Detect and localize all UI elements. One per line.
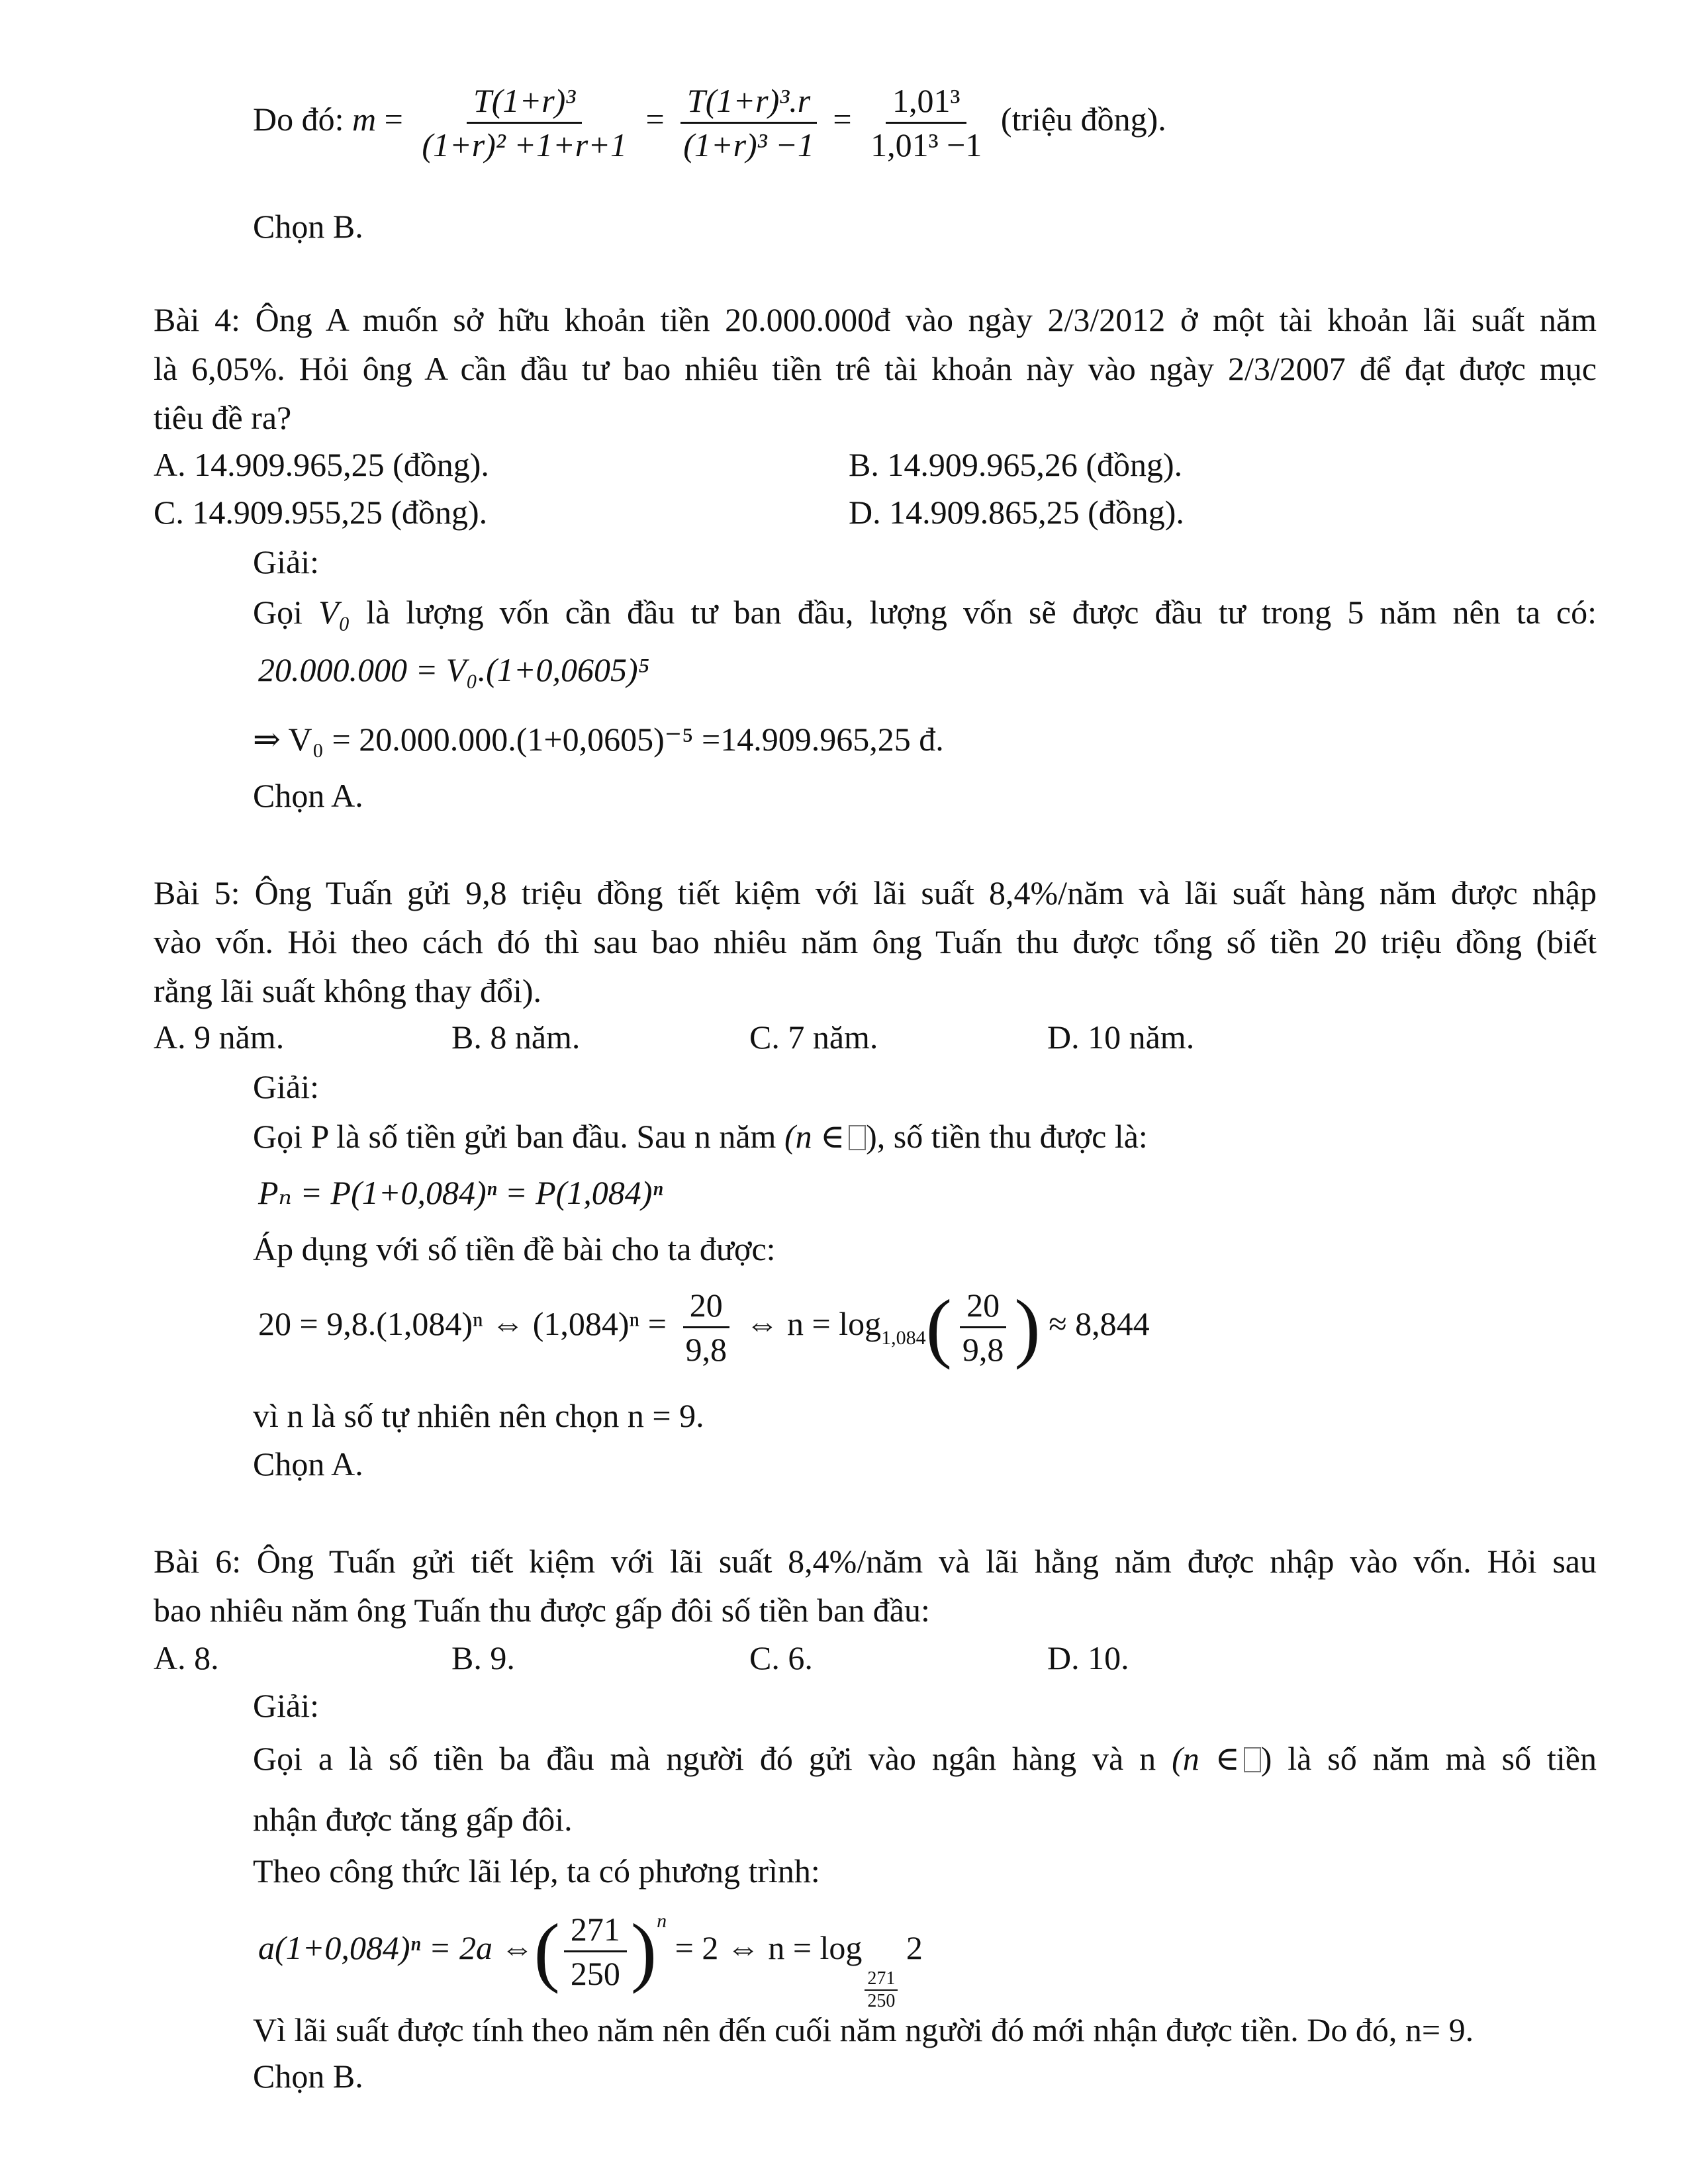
bai6-solution-line-4: Vì lãi suất được tính theo năm nên đến cuối năm người đó mới nhận được tiền. Do đó, n= 9. — [253, 2011, 1474, 2048]
text: = 2 ⇔ n = log — [675, 1929, 863, 1966]
bai3-conclusion-formula — [253, 73, 1166, 166]
bai5-answer: Chọn A. — [253, 1445, 363, 1482]
bai4-solution-line-1 — [253, 588, 1597, 637]
bai4-equation-1: 20.000.000 = V₀.(1+0,0605)⁵ — [258, 651, 650, 688]
bai4-question-line-3: tiêu đề ra? — [154, 399, 292, 436]
bai4-option-d: D. 14.909.865,25 (đồng). — [849, 494, 1184, 531]
text: Gọi P là số tiền gửi ban đầu. Sau n năm — [253, 1118, 776, 1155]
left-paren: ( — [925, 1283, 952, 1371]
bai6-solution-heading: Giải: — [253, 1687, 319, 1724]
bai5-solution-line-2: Áp dụng với số tiền đề bài cho ta được: — [253, 1230, 776, 1267]
bai4-solution-heading: Giải: — [253, 543, 319, 580]
numerator: 271 — [865, 1968, 898, 1991]
bai6-solution-line-3: Theo công thức lãi lép, ta có phương trình: — [253, 1852, 820, 1889]
bai5-question-line-1: Bài 5: Ông Tuấn gửi 9,8 triệu đồng tiết kiệm với lãi suất 8,4%/năm và lãi suất hàng năm được nhập — [154, 874, 1597, 911]
bai5-equation-1: Pₙ = P(1+0,084)ⁿ = P(1,084)ⁿ — [258, 1174, 663, 1211]
denominator: 250 — [867, 1991, 896, 2011]
text: ⇔ n = log — [745, 1305, 882, 1342]
bai6-question-line-1: Bài 6: Ông Tuấn gửi tiết kiệm với lãi suất 8,4%/năm và lãi hằng năm được nhập vào vốn. Hỏi sau — [154, 1543, 1597, 1580]
fraction-2-numerator: T(1+r)³.r — [680, 79, 817, 124]
bai5-equation-2 — [258, 1274, 1150, 1373]
bai6-solution-line-1 — [253, 1734, 1597, 1783]
text: là lượng vốn cần đầu tư ban đầu, lượng vốn sẽ được đầu tư trong 5 năm nên ta có: — [366, 594, 1597, 631]
var-v0: V₀ — [318, 594, 350, 631]
var-m: m — [352, 101, 377, 138]
text: ), số tiền thu được là: — [866, 1118, 1148, 1155]
log-base: 1,084 — [881, 1327, 926, 1349]
fraction-1-denominator: (1+r)² +1+r+1 — [422, 126, 627, 164]
text: 20 = 9,8.(1,084)ⁿ ⇔ (1,084)ⁿ = — [258, 1305, 667, 1342]
bai5-option-c: C. 7 năm. — [749, 1019, 878, 1056]
fraction-2-denominator: (1+r)³ −1 — [683, 126, 814, 164]
bai4-question-line-1: Bài 4: Ông A muốn sở hữu khoản tiền 20.000.000đ vào ngày 2/3/2012 ở một tài khoản lãi suất năm — [154, 301, 1597, 338]
bai6-option-b: B. 9. — [451, 1639, 515, 1676]
fraction-2 — [677, 79, 821, 166]
numerator: 271 — [564, 1908, 627, 1952]
bai4-option-b: B. 14.909.965,26 (đồng). — [849, 446, 1183, 483]
text: ) là số năm mà số tiền — [1260, 1740, 1597, 1777]
bai5-option-b: B. 8 năm. — [451, 1019, 581, 1056]
bai5-solution-line-3: vì n là số tự nhiên nên chọn n = 9. — [253, 1397, 704, 1434]
text: 2 — [906, 1929, 923, 1966]
text: ≈ 8,844 — [1049, 1305, 1150, 1342]
equals: = — [833, 101, 852, 138]
bai4-question-line-2: là 6,05%. Hỏi ông A cần đầu tư bao nhiêu tiền trê tài khoản này vào ngày 2/3/2007 để đạt được mục — [154, 350, 1597, 387]
bai5-solution-heading: Giải: — [253, 1068, 319, 1105]
equals: = — [384, 101, 403, 138]
do-do-label: Do đó: — [253, 101, 344, 138]
bai5-option-a: A. 9 năm. — [154, 1019, 285, 1056]
bai6-equation — [258, 1898, 923, 2012]
right-paren: ) — [630, 1907, 657, 1995]
denominator: 9,8 — [962, 1331, 1004, 1369]
bai5-question-line-2: vào vốn. Hỏi theo cách đó thì sau bao nhiêu năm ông Tuấn thu được tổng số tiền 20 triệu đồng (biết — [154, 923, 1597, 960]
numerator: 20 — [683, 1284, 729, 1328]
bai3-answer: Chọn B. — [253, 208, 363, 245]
fraction-1-numerator: T(1+r)³ — [467, 79, 582, 124]
exponent: n — [657, 1910, 667, 1932]
fraction-20-over-9.8 — [679, 1284, 734, 1371]
bai4-option-c: C. 14.909.955,25 (đồng). — [154, 494, 488, 531]
numerator: 20 — [960, 1284, 1006, 1328]
text: a(1+0,084)ⁿ = 2a ⇔ — [258, 1929, 534, 1966]
fraction-20-over-9.8 — [956, 1284, 1011, 1371]
bai4-answer: Chọn A. — [253, 777, 363, 814]
denominator: 250 — [570, 1955, 620, 1993]
denominator: 9,8 — [685, 1331, 727, 1369]
bai6-answer: Chọn B. — [253, 2058, 363, 2095]
bai6-question-line-2: bao nhiêu năm ông Tuấn thu được gấp đôi số tiền ban đầu: — [154, 1592, 930, 1629]
fraction-3-denominator: 1,01³ −1 — [870, 126, 982, 164]
unit-label: (triệu đồng). — [1000, 101, 1166, 138]
set-notation: (n ∈ — [784, 1118, 845, 1155]
fraction-3-numerator: 1,01³ — [886, 79, 967, 124]
fraction-3 — [864, 79, 988, 166]
bai6-option-d: D. 10. — [1047, 1639, 1129, 1676]
bai4-equation-2: ⇒ V₀ = 20.000.000.(1+0,0605)⁻⁵ =14.909.965,25 đ. — [253, 721, 944, 758]
right-paren: ) — [1014, 1283, 1041, 1371]
left-paren: ( — [534, 1907, 560, 1995]
bai6-option-c: C. 6. — [749, 1639, 813, 1676]
bai6-option-a: A. 8. — [154, 1639, 219, 1676]
text: Gọi — [253, 594, 303, 631]
fraction-271-over-250 — [564, 1908, 627, 1995]
fraction-1 — [415, 79, 633, 166]
natural-numbers-symbol-icon — [1244, 1747, 1261, 1772]
equals: = — [645, 101, 665, 138]
bai5-question-line-3: rằng lãi suất không thay đổi). — [154, 972, 541, 1009]
natural-numbers-symbol-icon — [849, 1125, 866, 1150]
bai5-solution-line-1 — [253, 1112, 1148, 1161]
text: Gọi a là số tiền ba đầu mà người đó gửi vào ngân hàng và n — [253, 1740, 1156, 1777]
bai5-option-d: D. 10 năm. — [1047, 1019, 1195, 1056]
bai6-solution-line-2: nhận được tăng gấp đôi. — [253, 1801, 573, 1838]
bai4-option-a: A. 14.909.965,25 (đồng). — [154, 446, 489, 483]
set-notation: (n ∈ — [1172, 1740, 1240, 1777]
